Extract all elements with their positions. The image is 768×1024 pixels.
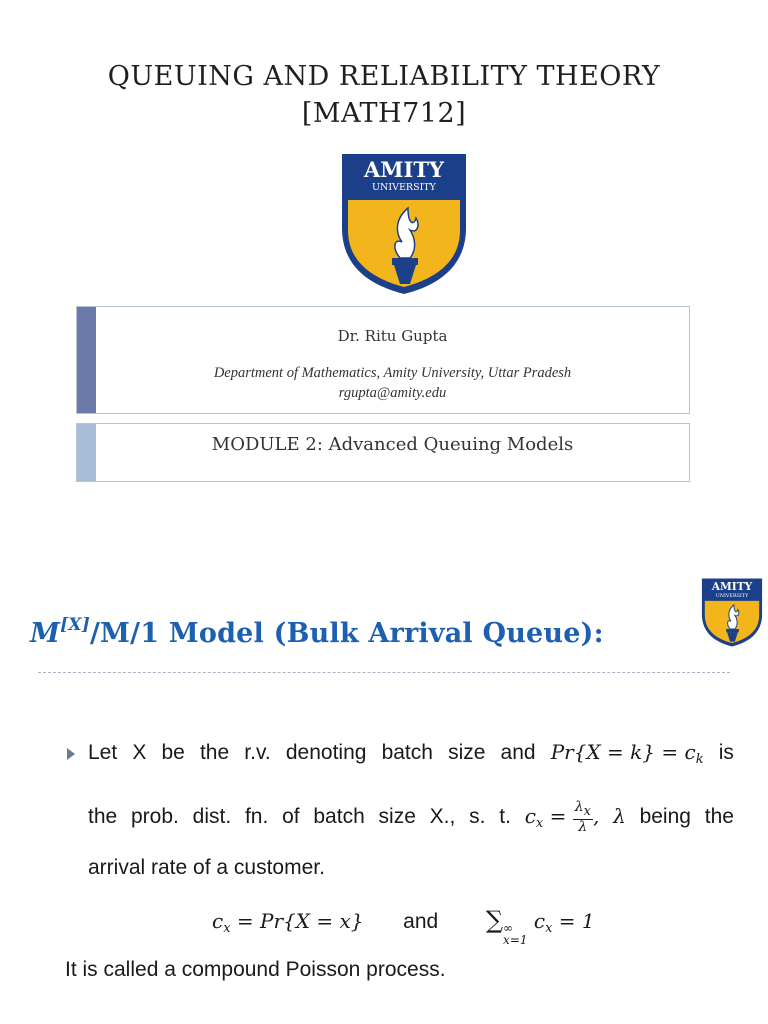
word: of bbox=[282, 805, 300, 828]
word: dist. bbox=[192, 805, 232, 828]
department: Department of Mathematics, Amity University, Uttar Pradesh bbox=[213, 365, 572, 381]
bullet-line-2 bbox=[88, 800, 734, 835]
word: and bbox=[500, 741, 536, 764]
amity-logo-small-icon bbox=[699, 576, 765, 648]
word: X bbox=[132, 741, 147, 764]
heading-m: M bbox=[30, 618, 61, 649]
word: prob. bbox=[130, 805, 179, 828]
word: batch bbox=[381, 741, 433, 764]
svg-text:AMITY: AMITY bbox=[364, 157, 444, 182]
author-box-accent bbox=[77, 307, 96, 413]
word: t. bbox=[499, 805, 511, 828]
word: the bbox=[704, 805, 734, 828]
amity-logo-icon bbox=[336, 150, 472, 296]
course-title: QUEUING AND RELIABILITY THEORY bbox=[107, 61, 661, 92]
word: r.v. bbox=[244, 741, 271, 764]
slide-heading bbox=[30, 615, 604, 649]
course-code: [MATH712] bbox=[301, 98, 467, 129]
heading-sup: [X] bbox=[60, 615, 90, 635]
word: s. bbox=[469, 805, 486, 828]
svg-text:UNIVERSITY: UNIVERSITY bbox=[372, 182, 436, 193]
bullet-line-1 bbox=[88, 740, 734, 767]
word: is bbox=[718, 741, 734, 764]
lambda-symbol: λ bbox=[613, 804, 626, 828]
bullet-line-3: arrival rate of a customer. bbox=[88, 856, 325, 879]
equation-and: and bbox=[403, 910, 439, 933]
svg-text:UNIVERSITY: UNIVERSITY bbox=[715, 592, 749, 599]
heading-rest: /M/1 Model (Bulk Arrival Queue): bbox=[89, 618, 604, 649]
slide-divider bbox=[0, 511, 768, 512]
author-box bbox=[76, 306, 690, 414]
word: X., bbox=[429, 805, 456, 828]
cx-ratio-formula: $c_x$ = $\frac{\lambda x}{\lambda}$ , bbox=[524, 799, 600, 835]
word: denoting bbox=[285, 741, 367, 764]
word: size bbox=[378, 805, 416, 828]
module-box-accent bbox=[77, 424, 96, 481]
module-title: MODULE 2: Advanced Queuing Models bbox=[211, 434, 574, 455]
word: batch bbox=[313, 805, 365, 828]
word: be bbox=[161, 741, 185, 764]
word: the bbox=[88, 805, 118, 828]
equation-sum: ∑ ∞ x=1 $c_x = 1$ bbox=[485, 906, 595, 947]
display-equation bbox=[212, 906, 595, 946]
bullet-triangle-icon bbox=[67, 748, 75, 760]
conclusion-text: It is called a compound Poisson process. bbox=[65, 958, 446, 981]
author-name: Dr. Ritu Gupta bbox=[337, 327, 448, 345]
author-email: rgupta@amity.edu bbox=[338, 385, 447, 401]
lambda-fraction: $\frac{\lambda x}{\lambda}$ bbox=[574, 799, 591, 835]
word: size bbox=[448, 741, 486, 764]
module-box bbox=[76, 423, 690, 482]
word: being bbox=[639, 805, 691, 828]
batch-prob-formula: $Pr\{X = k\} = c_k$ bbox=[550, 740, 704, 767]
equation-left: $c_x = Pr\{X = x\}$ bbox=[212, 909, 364, 936]
word: fn. bbox=[244, 805, 269, 828]
word: the bbox=[199, 741, 230, 764]
heading-underline bbox=[38, 672, 730, 673]
word: Let bbox=[88, 741, 118, 764]
svg-text:AMITY: AMITY bbox=[711, 580, 753, 594]
